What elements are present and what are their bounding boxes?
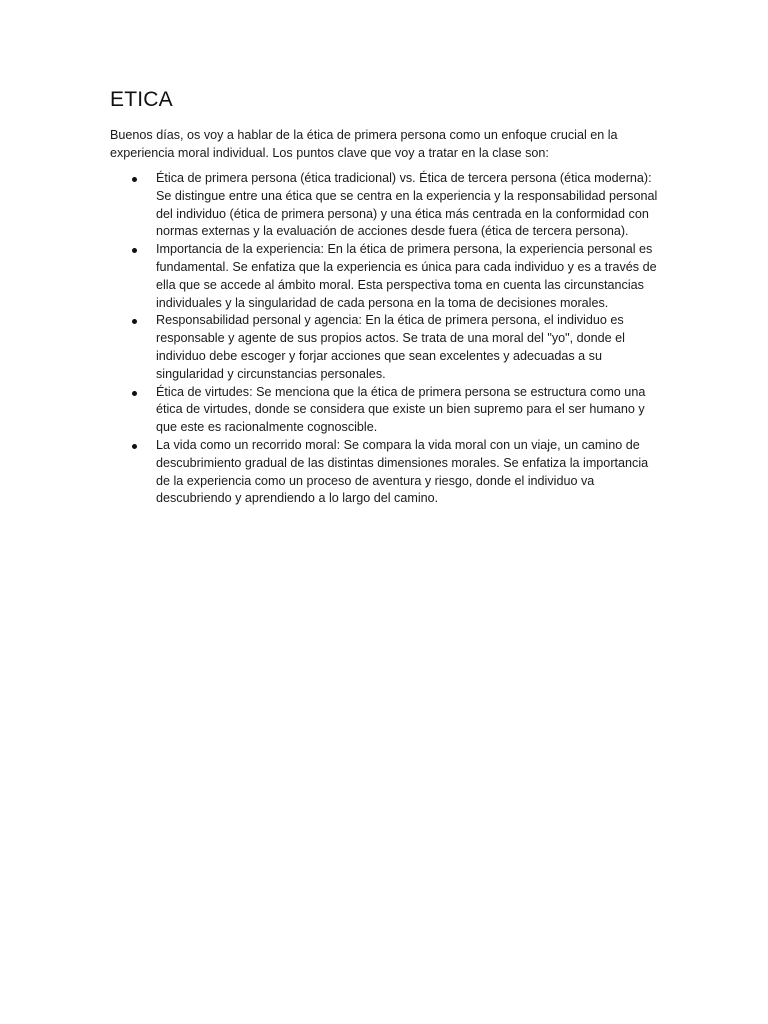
list-item: [110, 384, 662, 437]
bullet-icon: [132, 319, 137, 324]
bullet-icon: [132, 248, 137, 253]
bullet-icon: [132, 391, 137, 396]
list-item: [110, 437, 662, 508]
list-item: [110, 241, 662, 312]
bullet-icon: [132, 177, 137, 182]
list-item: [110, 312, 662, 383]
list-item-text: Importancia de la experiencia: En la ética de primera persona, la experiencia personal es fundamental. Se enfatiza que la experiencia es única para cada individuo y es a través de ella que se accede al ámbito moral. Esta perspectiva toma en cuenta las circunstancias individuales y la singularidad de cada persona en la toma de decisiones morales.: [156, 242, 657, 310]
list-item-text: Ética de virtudes: Se menciona que la ética de primera persona se estructura como una ética de virtudes, donde se considera que existe un bien supremo para el ser humano y que este es racionalmente cognoscible.: [156, 384, 646, 435]
list-item-text: Responsabilidad personal y agencia: En la ética de primera persona, el individuo es responsable y agente de sus propios actos. Se trata de una moral del "yo", donde el individuo debe escoger y forjar acciones que sean excelentes y adecuadas a su singularidad y circunstancias personales.: [156, 313, 625, 381]
key-points-list: [110, 170, 662, 508]
list-item-text: Ética de primera persona (ética tradicional) vs. Ética de tercera persona (ética moderna): Se distingue entre una ética que se centra en la experiencia y la responsabilidad personal del individuo (ética de primera persona) y una ética más centrada en la conformidad con normas externas y la evaluación de acciones desde fuera (ética de tercera persona).: [156, 171, 658, 239]
bullet-icon: [132, 444, 137, 449]
list-item: [110, 170, 662, 241]
intro-paragraph: Buenos días, os voy a hablar de la ética de primera persona como un enfoque crucial en la experiencia moral individual. Los puntos clave que voy a tratar en la clase son:: [110, 128, 618, 160]
list-item-text: La vida como un recorrido moral: Se compara la vida moral con un viaje, un camino de descubrimiento gradual de las distintas dimensiones morales. Se enfatiza la importancia de la experiencia como un proceso de aventura y riesgo, donde el individuo va descubriendo y aprendiendo a lo largo del camino.: [156, 437, 649, 506]
document-title: ETICA: [110, 88, 173, 111]
document-body: [110, 86, 662, 508]
